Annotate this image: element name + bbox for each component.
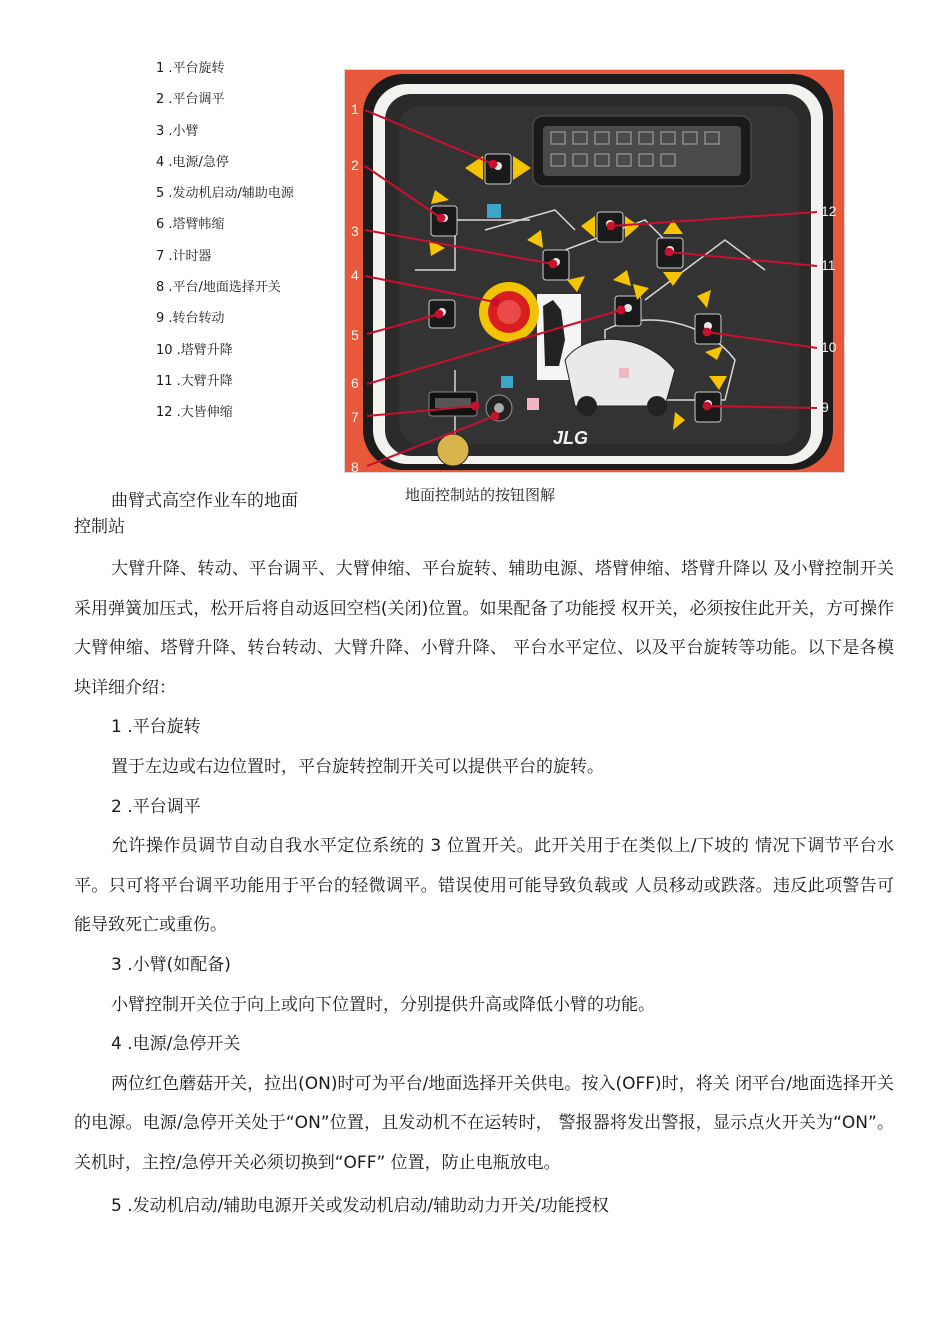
section-heading: 2 .平台调平 — [111, 796, 201, 817]
callout-11: 11 — [821, 257, 836, 273]
legend-item: 1 .平台旋转 — [156, 61, 225, 76]
section-paragraph: 允许操作员调节自动自我水平定位系统的 3 位置开关。此开关用于在类似上/下坡的 情况下调节平台水平。只可将平台调平功能用于平台的轻微调平。错误使用可能导致负载或 人员移动或跌落。违反此项警告可能导致死亡或重伤。 — [74, 836, 894, 936]
legend-item: 4 .电源/急停 — [156, 154, 229, 170]
section-paragraph: 置于左边或右边位置时，平台旋转控制开关可以提供平台的旋转。 — [111, 756, 604, 777]
callout-9: 9 — [821, 399, 829, 415]
callout-2: 2 — [351, 157, 359, 173]
figure-caption-left — [74, 488, 354, 540]
legend-item: 10 .塔臂升降 — [156, 342, 233, 358]
figure-legend — [156, 60, 346, 436]
article-body — [74, 550, 894, 1226]
section-heading: 4 .电源/急停开关 — [111, 1034, 241, 1055]
section-paragraph: 小臂控制开关位于向上或向下位置时，分别提供升高或降低小臂的功能。 — [111, 994, 655, 1015]
callout-12: 12 — [821, 203, 837, 219]
callout-6: 6 — [351, 375, 359, 391]
caption-line-2: 控制站 — [74, 517, 125, 537]
callout-8: 8 — [351, 459, 359, 473]
legend-item: 12 .大皆伸缩 — [156, 405, 233, 421]
control-panel-photo — [344, 69, 845, 473]
legend-item: 6 .塔臂帏缩 — [156, 217, 225, 233]
callout-4: 4 — [351, 267, 359, 283]
section-heading: 1 .平台旋转 — [111, 717, 201, 738]
callout-1: 1 — [351, 101, 359, 117]
callout-10: 10 — [821, 339, 837, 355]
callout-7: 7 — [351, 409, 359, 425]
callout-3: 3 — [351, 223, 359, 239]
section-heading: 3 .小臂(如配备) — [111, 954, 231, 975]
legend-item: 11 .大臂升降 — [156, 373, 233, 389]
figure-caption-right: 地面控制站的按钮图解 — [405, 486, 556, 504]
caption-line-1: 曲臂式高空作业车的地面 — [111, 491, 298, 511]
legend-item: 2 .平台调平 — [156, 92, 225, 108]
legend-item: 8 .平台/地面选择开关 — [156, 280, 281, 296]
section-paragraph: 两位红色蘑菇开关，拉出(ON)时可为平台/地面选择开关供电。按入(OFF)时，将关 闭平台/地面选择开关的电源。电源/急停开关处于“ON”位置，且发动机不在运转时， 警报器将发出警报，显示点火开关为“ON”。关机时，主控/急停开关必须切换到“OFF” 位置，防止电瓶放电。 — [74, 1073, 894, 1173]
section-heading: 5 .发动机启动/辅助电源开关或发动机启动/辅助动力开关/功能授权 — [111, 1195, 609, 1216]
legend-item: 5 .发动机启动/辅助电源 — [156, 186, 294, 202]
legend-item: 7 .计时器 — [156, 248, 212, 264]
jlg-logo: JLG — [553, 428, 589, 448]
callout-5: 5 — [351, 327, 359, 343]
legend-item: 9 .转台转动 — [156, 311, 225, 327]
legend-item: 3 .小臂 — [156, 123, 199, 139]
intro-paragraph: 大臂升降、转动、平台调平、大臂伸缩、平台旋转、辅助电源、塔臂伸缩、塔臂升降以 及小臂控制开关采用弹簧加压式，松开后将自动返回空档(关闭)位置。如果配备了功能授 权开关，必须按住此开关，方可操作大臂伸缩、塔臂升降、转台转动、大臂升降、小臂升降、 平台水平定位、以及平台旋转等功能。以下是各模块详细介绍： — [74, 559, 894, 698]
control-panel-illustration — [345, 70, 845, 473]
